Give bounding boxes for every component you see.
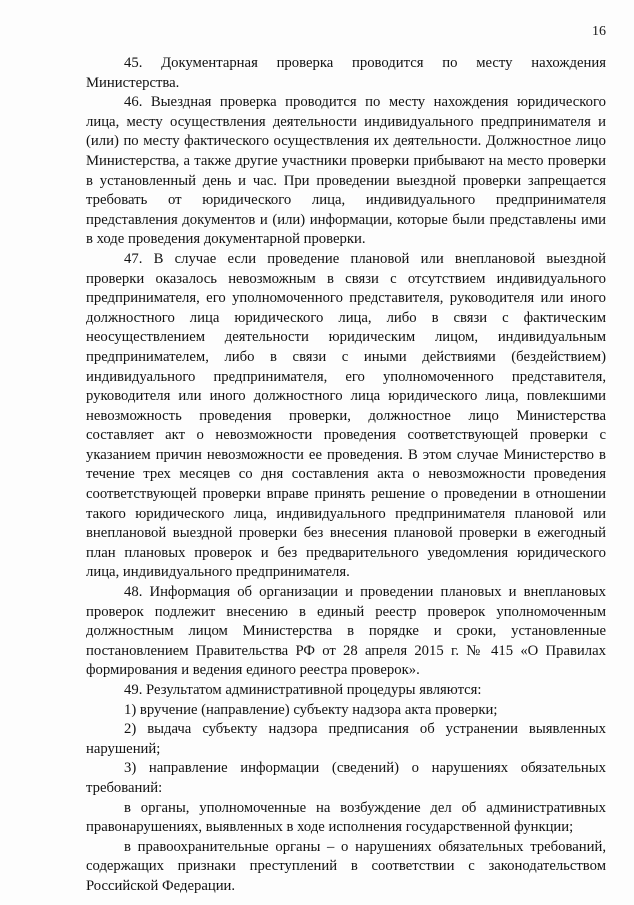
paragraph-45: 45. Документарная проверка проводится по месту нахождения Министерства. — [86, 55, 606, 91]
paragraph-47: 47. В случае если проведение плановой или внеплановой выездной проверки оказалось невозможным в связи с отсутствием индивидуального предпринимателя, его уполномоченного представителя, руководителя или иного должностного лица юридического лица, либо в связи с фактическим неосуществлением деятельности юридическим лицом, индивидуальным предпринимателем, либо в связи с иными действиями (бездействием) индивидуального предпринимателя, его уполномоченного представителя, руководителя или иного должностного лица юридического лица, повлекшими невозможность проведения проверки, должностное лицо Министерства составляет акт о невозможности проведения соответствующей проверки с указанием причин невозможности ее проведения. В этом случае Министерство в течение трех месяцев со дня составления акта о невозможности проведения соответствующей проверки вправе принять решение о проведении в отношении такого юридического лица, индивидуального предпринимателя плановой или внеплановой выездной проверки без внесения плановой проверки в ежегодный план плановых проверок и без предварительного уведомления юридического лица, индивидуального предпринимателя. — [86, 250, 606, 581]
paragraph-46: 46. Выездная проверка проводится по месту нахождения юридического лица, месту осуществления деятельности индивидуального предпринимателя и (или) по месту фактического осуществления их деятельности. Должностное лицо Министерства, а также другие участники проверки прибывают на место проверки в установленный день и час. При проведении выездной проверки запрещается требовать от юридического лица, индивидуального предпринимателя представления документов и (или) информации, которые были представлены ими в ходе проведения документарной проверки. — [86, 94, 606, 248]
list-item-1: 1) вручение (направление) субъекту надзора акта проверки; — [124, 701, 498, 718]
page-number: 16 — [592, 24, 606, 39]
list-item-2: 2) выдача субъекту надзора предписания об устранении выявленных нарушений; — [86, 721, 606, 757]
sub-item-law-enforcement: в правоохранительные органы – о нарушениях обязательных требований, содержащих признаки преступлений в соответствии с законодательством Российской Федерации. — [86, 838, 606, 894]
paragraph-48: 48. Информация об организации и проведении плановых и внеплановых проверок подлежит внесению в единый реестр проверок уполномоченным должностным лицом Министерства в порядке и сроки, установленные постановлением Правительства РФ от 28 апреля 2015 г. № 415 «О Правилах формирования и ведения единого реестра проверок». — [86, 584, 606, 679]
sub-item-administrative: в органы, уполномоченные на возбуждение дел об административных правонарушениях, выявленных в ходе исполнения государственной функции; — [86, 799, 606, 836]
list-item-3: 3) направление информации (сведений) о нарушениях обязательных требований: — [86, 760, 606, 796]
paragraph-49: 49. Результатом административной процедуры являются: — [124, 682, 482, 698]
document-body — [86, 54, 606, 897]
